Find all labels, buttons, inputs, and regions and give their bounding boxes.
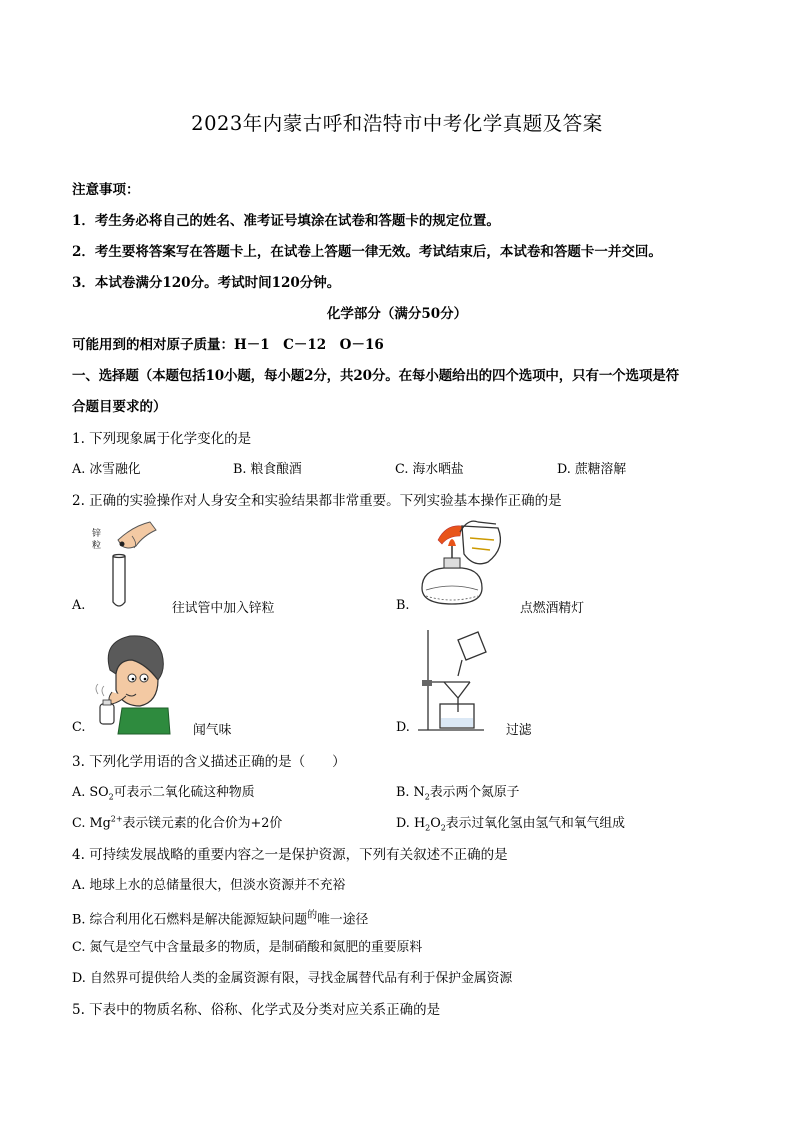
q4-option-b: B. 综合利用化石燃料是解决能源短缺问题$^的$唯一途径	[72, 910, 369, 928]
q2-option-a-letter: A.	[72, 598, 86, 613]
notice-heading: 注意事项：	[72, 182, 140, 198]
q2-option-a-caption: 往试管中加入锌粒	[172, 601, 275, 616]
q2-option-d-caption: 过滤	[506, 723, 532, 738]
q4-option-a: A. 地球上水的总储量很大，但淡水资源并不充裕	[72, 878, 346, 893]
q5-stem: 5. 下表中的物质名称、俗称、化学式及分类对应关系正确的是	[72, 1002, 441, 1018]
q4-option-c: C. 氮气是空气中含量最多的物质，是制硝酸和氮肥的重要原料	[72, 940, 423, 955]
atomic-mass-values: H－1 C－12 O－16	[234, 337, 384, 353]
q1-option-d: D. 蔗糖溶解	[557, 462, 627, 477]
q3-stem: 3. 下列化学用语的含义描述正确的是（ ）	[72, 754, 346, 770]
q3-option-a: A. $SO_2$可表示二氧化硫这种物质	[72, 785, 255, 802]
q3-option-d: D. $H_2O_2$表示过氧化氢由氢气和氧气组成	[396, 816, 625, 833]
q1-option-a: A. 冰雪融化	[72, 462, 141, 477]
part1-heading-line1: 一、选择题（本题包括10小题，每小题2分，共20分。在每小题给出的四个选项中，只有一个选项是符	[72, 368, 679, 384]
notice-item-1: 1．考生务必将自己的姓名、准考证号填涂在试卷和答题卡的规定位置。	[72, 213, 500, 229]
q2-option-c-letter: C.	[72, 720, 86, 735]
alcohol-lamp-illustration	[418, 518, 510, 614]
q2-option-d-letter: D.	[396, 720, 410, 735]
q1-stem: 1. 下列现象属于化学变化的是	[72, 431, 252, 447]
page-title: 2023年内蒙古呼和浩特市中考化学真题及答案	[191, 112, 603, 135]
q2-option-b-caption: 点燃酒精灯	[520, 601, 584, 616]
part1-heading-line2: 合题目要求的）	[72, 399, 167, 415]
q2-option-c-caption: 闻气味	[193, 723, 232, 738]
q4-stem: 4. 可持续发展战略的重要内容之一是保护资源，下列有关叙述不正确的是	[72, 847, 508, 863]
section-title: 化学部分（满分50分）	[326, 306, 468, 322]
q1-option-c: C. 海水晒盐	[395, 462, 464, 477]
q2-stem: 2. 正确的实验操作对人身安全和实验结果都非常重要。下列实验基本操作正确的是	[72, 493, 562, 509]
notice-item-3: 3．本试卷满分120分。考试时间120分钟。	[72, 275, 341, 291]
q2-option-b-letter: B.	[396, 598, 410, 613]
atomic-mass-line	[72, 333, 384, 353]
smelling-odor-illustration	[92, 630, 172, 734]
q3-option-b: B. $N_2$表示两个氮原子	[396, 785, 520, 802]
notice-item-2: 2．考生要将答案写在答题卡上，在试卷上答题一律无效。考试结束后，本试卷和答题卡一并交回。	[72, 244, 662, 260]
q4-option-d: D. 自然界可提供给人类的金属资源有限，寻找金属替代品有利于保护金属资源	[72, 971, 513, 986]
q1-option-b: B. 粮食酿酒	[233, 462, 302, 477]
atomic-mass-label: 可能用到的相对原子质量：	[72, 337, 234, 353]
filtration-illustration	[414, 626, 498, 736]
q3-option-c: C. $Mg^{2+}$表示镁元素的化合价为+2价	[72, 814, 283, 831]
zinc-label: 锌粒	[92, 529, 102, 551]
